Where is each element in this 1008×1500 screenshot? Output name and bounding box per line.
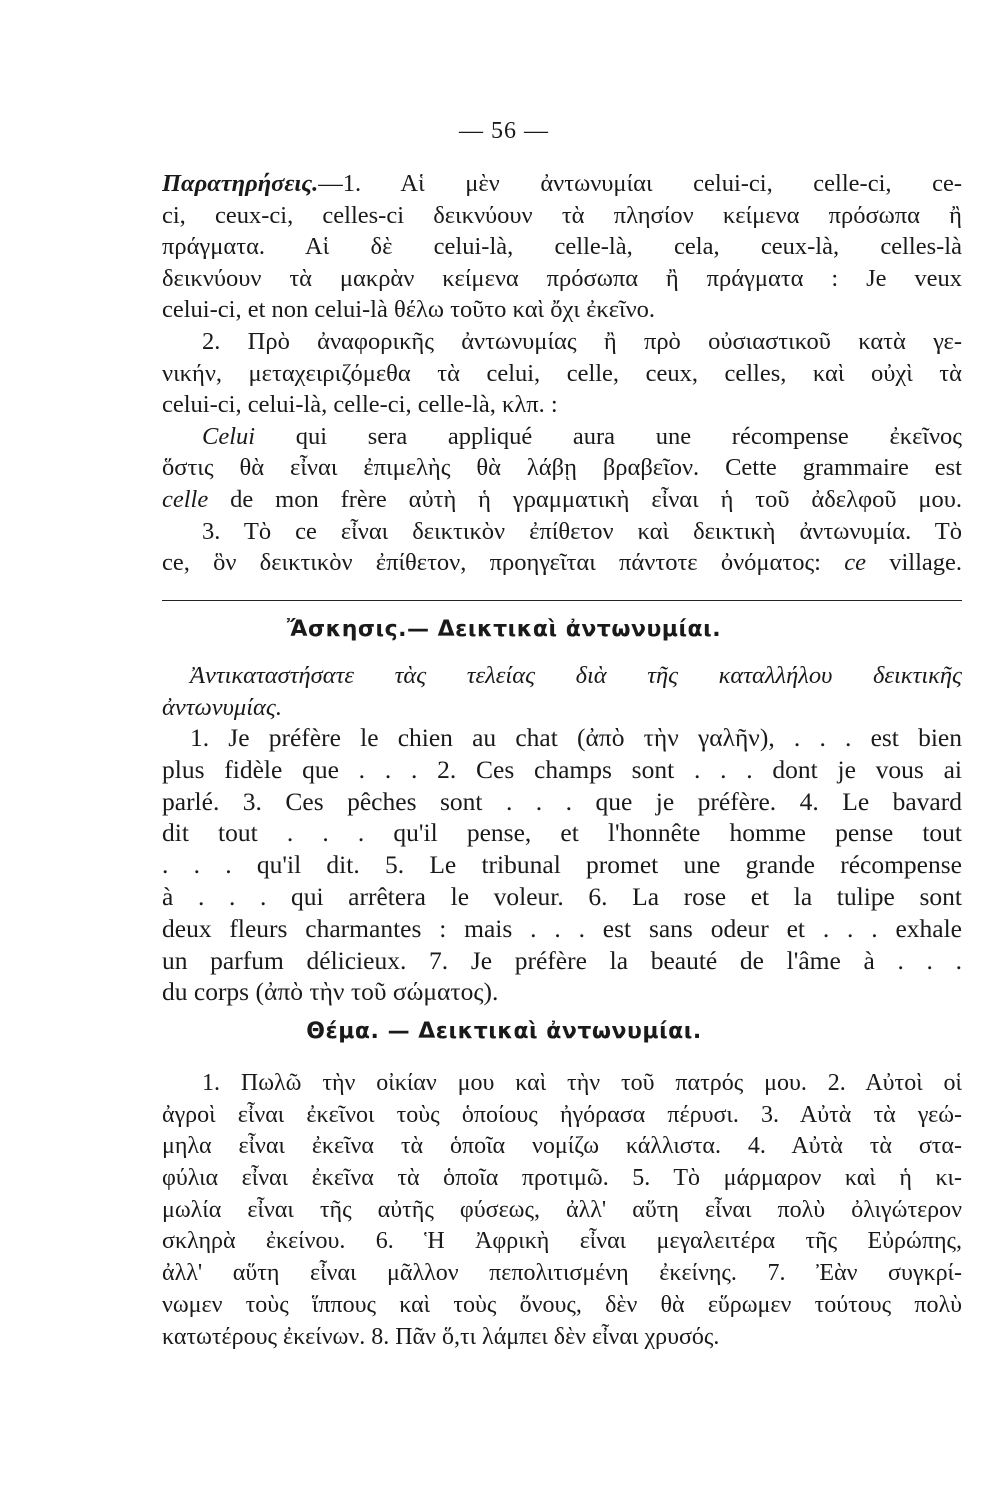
observation-line: 3. Τὸ ce εἶναι δεικτικὸν ἐπίθετον καὶ δεικτικὴ ἀντωνυμία. Τὸ [202,517,962,545]
observations-section [162,168,962,579]
exercise-line: dit tout . . . qu'il pense, et l'honnête homme pense tout [162,818,962,848]
observation-line: δεικνύουν τὰ μακρὰν κείμενα πρόσωπα ἢ πράγματα : Je veux [162,264,962,292]
theme-line: νωμεν τοὺς ἵππους καὶ τοὺς ὄνους, δὲν θὰ εὕρωμεν τούτους πολὺ [162,1291,962,1318]
exercise-text [162,722,962,1008]
theme-heading: Θέμα. — Δεικτικαὶ ἀντωνυμίαι. [306,1019,702,1044]
exercise-instruction [162,660,962,723]
exercise-line: à . . . qui arrêtera le voleur. 6. La rose et la tulipe sont [162,881,962,911]
exercise-line: un parfum délicieux. 7. Je préfère la beauté de l'âme à . . . [162,945,962,975]
observation-line: ci, ceux-ci, celles-ci δεικνύουν τὰ πλησίον κείμενα πρόσωπα ἢ [162,201,962,229]
observation-line: ce, ὃν δεικτικὸν ἐπίθετον, προηγεῖται πάντοτε ὀνόματος: ce village. [162,549,962,577]
observation-line: ὅστις θὰ εἶναι ἐπιμελὴς θὰ λάβῃ βραβεῖον. Cette grammaire est [162,454,962,482]
page-number: — 56 — [459,118,549,144]
theme-line: φύλια εἶναι ἐκεῖνα τὰ ὁποῖα προτιμῶ. 5. Τὸ μάρμαρον καὶ ἡ κι- [162,1165,962,1192]
exercise-line: du corps (ἀπὸ τὴν τοῦ σώματος). [162,977,499,1007]
exercise-line: . . . qu'il dit. 5. Le tribunal promet une grande récompense [162,850,962,880]
observation-line: celui-ci, celui-là, celle-ci, celle-là, κλπ. : [162,391,558,419]
theme-line: σκληρὰ ἐκείνου. 6. Ἡ Ἀφρικὴ εἶναι μεγαλειτέρα τῆς Εὐρώπης, [162,1228,962,1255]
instruction-line: ἀντωνυμίας. [162,693,282,721]
exercise-line: deux fleurs charmantes : mais . . . est sans odeur et . . . exhale [162,913,962,943]
observation-line: πράγματα. Αἱ δὲ celui-là, celle-là, cela, ceux-là, celles-là [162,233,962,261]
observation-line: celui-ci, et non celui-là θέλω τοῦτο καὶ ὄχι ἐκεῖνο. [162,296,656,324]
theme-line: μηλα εἶναι ἐκεῖνα τὰ ὁποῖα νομίζω κάλλιστα. 4. Αὐτὰ τὰ στα- [162,1133,962,1160]
theme-line: κατωτέρους ἐκείνων. 8. Πᾶν ὅ,τι λάμπει δὲν εἶναι χρυσός. [162,1323,720,1350]
theme-line: μωλία εἶναι τῆς αὐτῆς φύσεως, ἀλλ' αὕτη εἶναι πολὺ ὀλιγώτερον [162,1196,962,1223]
theme-text [162,1068,962,1353]
exercise-line: 1. Je préfère le chien au chat (ἀπὸ τὴν γαλῆν), . . . est bien [190,723,962,752]
section-divider [162,600,962,601]
observation-line: νικήν, μεταχειριζόμεθα τὰ celui, celle, ceux, celles, καὶ οὐχὶ τὰ [162,359,962,387]
observations-title: Παρατηρήσεις. [162,170,319,197]
exercise-line: parlé. 3. Ces pêches sont . . . que je préfère. 4. Le bavard [162,786,962,816]
observation-line: 2. Πρὸ ἀναφορικῆς ἀντωνυμίας ἢ πρὸ οὐσιαστικοῦ κατὰ γε- [202,327,962,355]
observation-line: celle de mon frère αὐτὴ ἡ γραμματικὴ εἶναι ἡ τοῦ ἀδελφοῦ μου. [162,485,962,513]
theme-line: 1. Πωλῶ τὴν οἰκίαν μου καὶ τὴν τοῦ πατρός μου. 2. Αὐτοὶ οἱ [202,1070,962,1096]
theme-line: ἀγροὶ εἶναι ἐκεῖνοι τοὺς ὁποίους ἠγόρασα πέρυσι. 3. Αὐτὰ τὰ γεώ- [162,1101,962,1128]
observation-line: Παρατηρήσεις.—1. Αἱ μὲν ἀντωνυμίαι celui-ci, celle-ci, ce- [162,170,962,197]
observation-line: Celui qui sera appliqué aura une récompense ἐκεῖνος [202,422,962,450]
exercise-line: plus fidèle que . . . 2. Ces champs sont . . . dont je vous ai [162,754,962,784]
exercise-heading: Ἄσκησις.— Δεικτικαὶ ἀντωνυμίαι. [286,617,722,642]
theme-line: ἀλλ' αὕτη εἶναι μᾶλλον πεπολιτισμένη ἐκείνης. 7. Ἐὰν συγκρί- [162,1260,962,1287]
instruction-line: Ἀντικαταστήσατε τὰς τελείας διὰ τῆς καταλλήλου δεικτικῆς [190,662,962,689]
